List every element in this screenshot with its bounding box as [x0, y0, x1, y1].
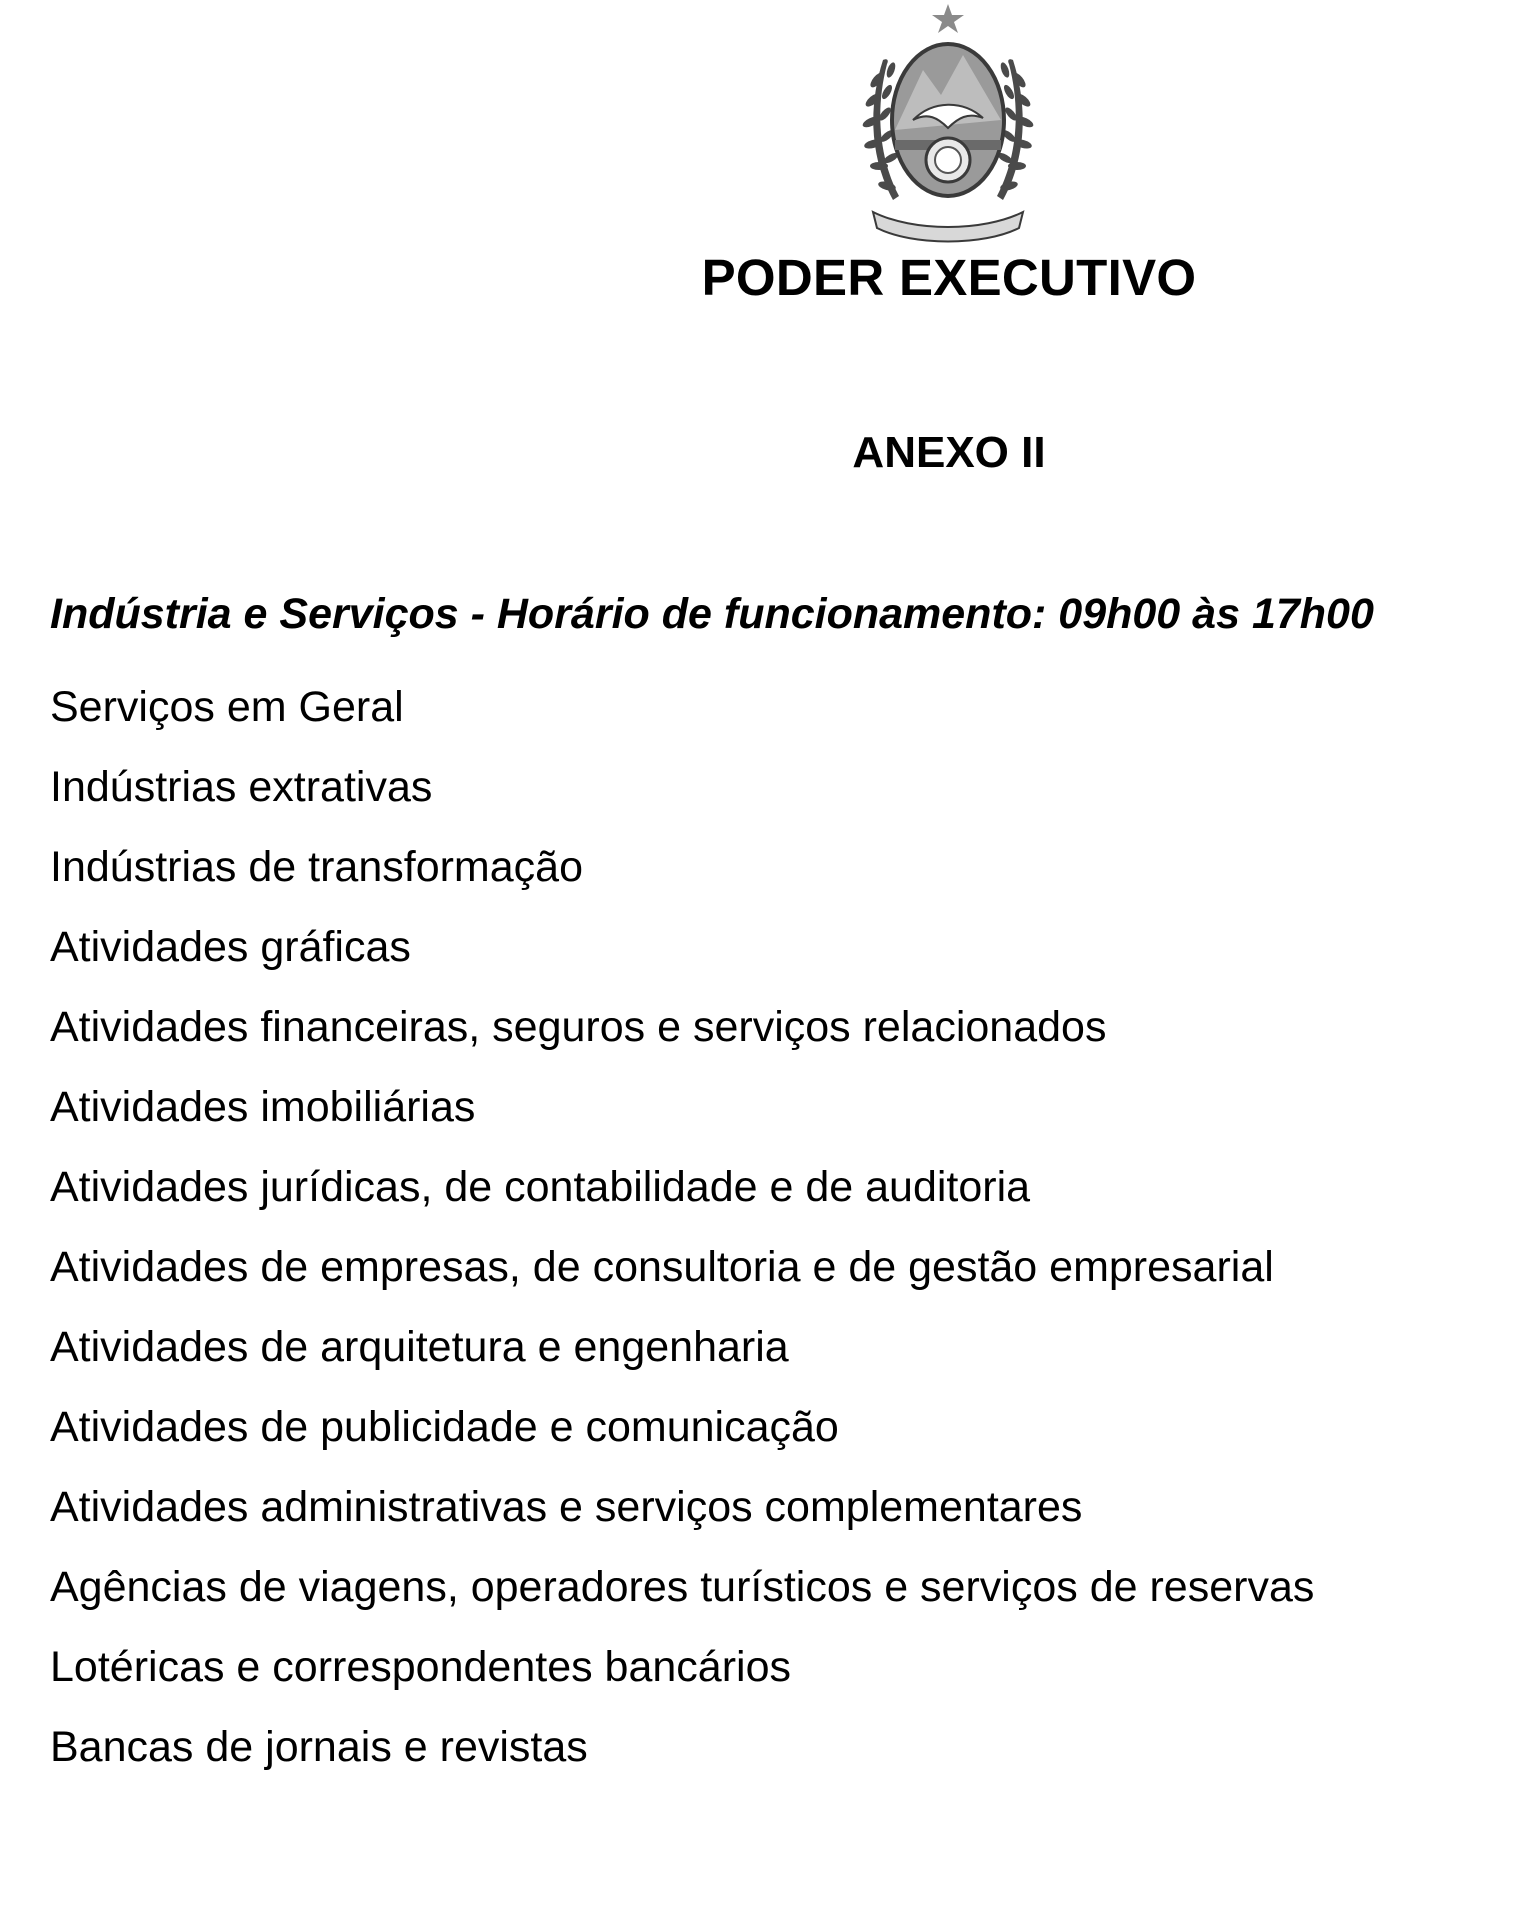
list-item: Atividades jurídicas, de contabilidade e de auditoria — [50, 1163, 1031, 1211]
annex-title: ANEXO II — [852, 428, 1046, 477]
list-item: Atividades administrativas e serviços complementares — [50, 1483, 1083, 1531]
list-item: Serviços em Geral — [50, 683, 404, 731]
list-item: Atividades de arquitetura e engenharia — [50, 1323, 789, 1371]
list-item: Bancas de jornais e revistas — [50, 1723, 588, 1771]
section-heading: Indústria e Serviços - Horário de funcionamento: 09h00 às 17h00 — [50, 590, 1374, 638]
list-item: Agências de viagens, operadores turísticos e serviços de reservas — [50, 1563, 1315, 1611]
list-item: Atividades de empresas, de consultoria e de gestão empresarial — [50, 1243, 1274, 1291]
page-title: PODER EXECUTIVO — [701, 249, 1197, 306]
list-item: Atividades de publicidade e comunicação — [50, 1403, 839, 1451]
list-item: Indústrias de transformação — [50, 843, 583, 891]
list-item: Atividades financeiras, seguros e serviços relacionados — [50, 1003, 1107, 1051]
list-item: Atividades imobiliárias — [50, 1083, 476, 1131]
activity-list — [50, 667, 1314, 1787]
list-item: Lotéricas e correspondentes bancários — [50, 1643, 791, 1691]
list-item: Indústrias extrativas — [50, 763, 433, 811]
list-item: Atividades gráficas — [50, 923, 411, 971]
state-coat-of-arms-icon — [853, 0, 1043, 250]
